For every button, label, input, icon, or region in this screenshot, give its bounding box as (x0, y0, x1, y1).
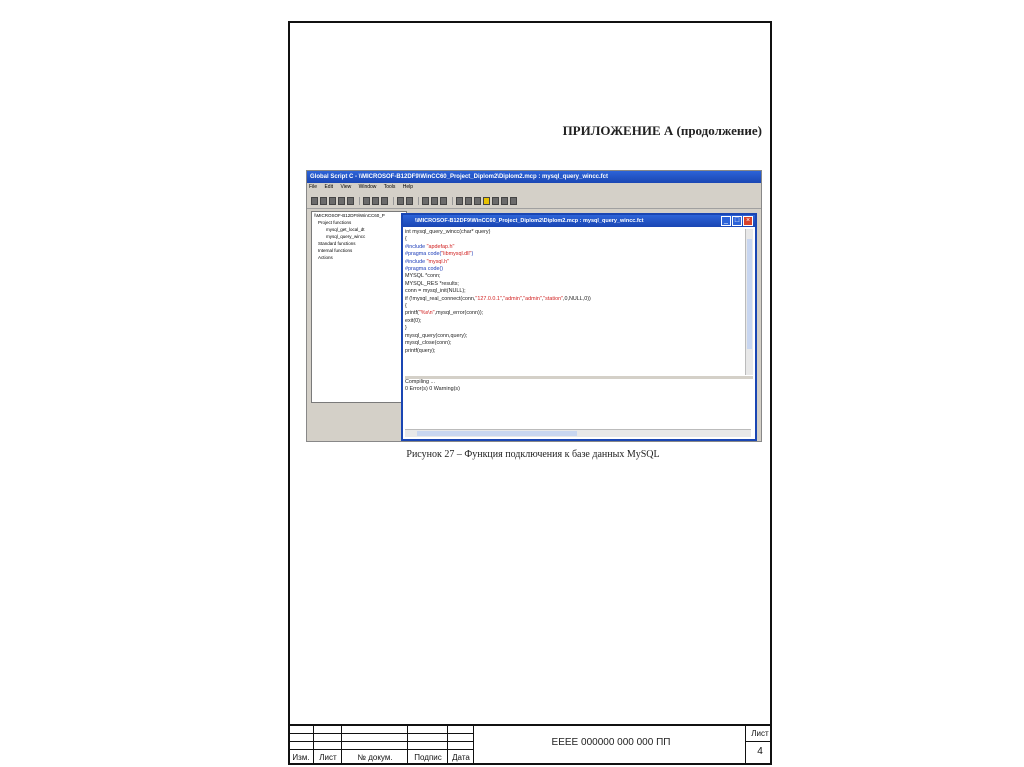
menu-item-tools: Tools (383, 184, 396, 190)
code-line: conn = mysql_init(NULL); (405, 288, 466, 295)
code-line: { (405, 303, 407, 310)
tree-root: \\MICROSOF-B12DF9\WinCC60_P (314, 213, 385, 218)
stamp-label-change: Изм. (292, 753, 310, 762)
toolbar-separator (452, 197, 453, 205)
stamp-label-doc-number: № докум. (357, 753, 393, 762)
menu-bar (307, 183, 761, 192)
toolbar-separator (418, 197, 419, 205)
output-line: 0 Error(s) 0 Warning(s) (405, 386, 460, 392)
toolbar-icon (347, 197, 354, 205)
folder-icon (483, 197, 490, 205)
toolbar-icon (406, 197, 413, 205)
code-line: int mysql_query_wincc(char* query) (405, 229, 491, 235)
toolbar-icon (474, 197, 481, 205)
tree-footer-area (311, 403, 405, 439)
toolbar-icon (311, 197, 318, 205)
toolbar-icon (338, 197, 345, 205)
sheet-number: 4 (757, 746, 763, 757)
code-line: printf("%s\n",mysql_error(conn)); (405, 310, 484, 317)
app-title-bar: Global Script C - \\MICROSOF-B12DF9\WinCC60_Project_Diplom2\Diplom2.mcp : mysql_query_wincc.fct (307, 171, 761, 183)
figure-screenshot (306, 170, 762, 442)
toolbar-icon (320, 197, 327, 205)
stamp-label-sheet: Лист (319, 753, 337, 762)
stamp-label-signature: Подпис (414, 753, 442, 762)
code-line: mysql_close(conn); (405, 340, 452, 347)
code-line: #include "mysql.h" (405, 258, 449, 265)
menu-item-window: Window (358, 184, 377, 190)
toolbar-icon (372, 197, 379, 205)
code-line: printf(query); (405, 347, 436, 354)
toolbar-icon (492, 197, 499, 205)
menu-item-help: Help (402, 184, 414, 190)
toolbar-icon (510, 197, 517, 205)
code-line: mysql_query(conn,query); (405, 332, 468, 339)
code-line: #include "apdefap.h" (405, 243, 455, 250)
document-number: ЕЕЕЕ 000000 000 000 ПП (551, 737, 671, 748)
code-line: { (405, 236, 407, 243)
toolbar-icon (363, 197, 370, 205)
editor-title-bar: \\MICROSOF-B12DF9\WinCC60_Project_Diplom2\Diplom2.mcp : mysql_query_wincc.fct (403, 215, 755, 227)
toolbar-icon (456, 197, 463, 205)
title-block-line (746, 741, 772, 742)
menu-item-file: File (309, 184, 318, 190)
appendix-heading: ПРИЛОЖЕНИЕ А (продолжение) (562, 123, 762, 138)
toolbar-icon (397, 197, 404, 205)
toolbar-icon (329, 197, 336, 205)
code-line: exit(0); (405, 317, 422, 324)
code-line: if (!mysql_real_connect(conn,"127.0.0.1","admin","admin","station",0,NULL,0)) (405, 295, 591, 302)
close-icon: × (743, 216, 753, 226)
project-tree (311, 211, 407, 403)
toolbar-icon (440, 197, 447, 205)
code-line: #pragma code("libmysql.dll") (405, 251, 474, 258)
code-line: MYSQL_RES *results; (405, 280, 459, 287)
toolbar (307, 193, 761, 209)
menu-item-view: View (340, 184, 352, 190)
tree-item-standard-functions: Standard functions (318, 241, 356, 246)
output-line: Compiling ... (405, 379, 435, 385)
minimize-icon: _ (721, 216, 731, 226)
tree-item-actions: Actions (318, 255, 333, 260)
tree-item-function: mysql_get_local_dt (326, 227, 365, 232)
toolbar-separator (359, 197, 360, 205)
maximize-icon: □ (732, 216, 742, 226)
output-horizontal-scrollbar (405, 429, 751, 437)
toolbar-icon (465, 197, 472, 205)
tree-item-project-functions: Project functions (318, 220, 352, 225)
code-line: MYSQL *conn; (405, 273, 441, 280)
code-editor (405, 229, 743, 375)
tree-item-function: mysql_query_wincc (326, 234, 366, 239)
stamp-label-date: Дата (452, 753, 470, 762)
toolbar-icon (501, 197, 508, 205)
sheet-label: Лист (751, 729, 769, 738)
toolbar-icon (422, 197, 429, 205)
toolbar-separator (393, 197, 394, 205)
menu-item-edit: Edit (324, 184, 334, 190)
tree-item-internal-functions: Internal functions (318, 248, 353, 253)
code-vertical-scrollbar (745, 229, 753, 375)
code-line: #pragma code() (405, 266, 444, 273)
figure-caption: Рисунок 27 – Функция подключения к базе данных MySQL (406, 449, 660, 460)
toolbar-icon (381, 197, 388, 205)
editor-window (401, 213, 757, 441)
toolbar-icon (431, 197, 438, 205)
code-line: } (405, 325, 407, 332)
compile-output (405, 379, 745, 431)
